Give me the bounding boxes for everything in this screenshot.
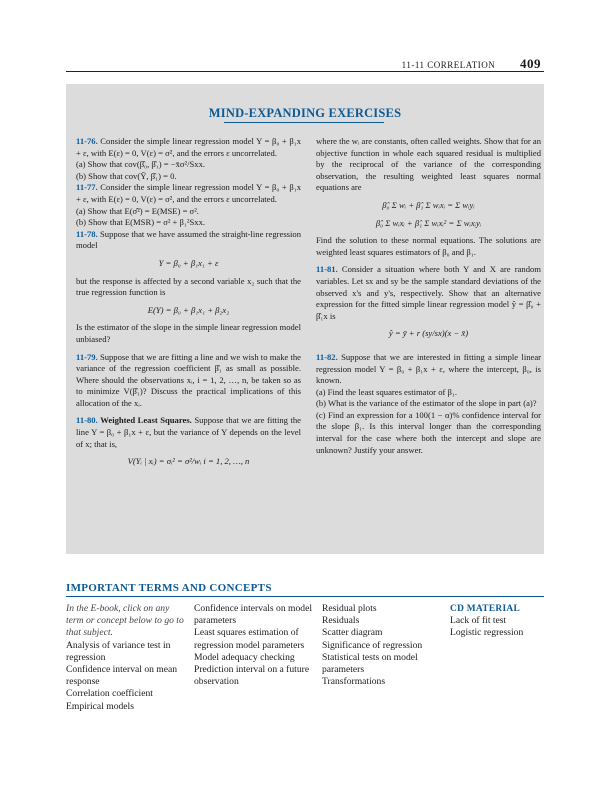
exercise-part: (c) Find an expression for a 100(1 − α)% confidence interval for the slope β₁. Is this interval longer than the corresponding interval for the case where both the intercept and slope are unknown? Justify your answer. [316, 409, 541, 455]
equation: Y = β₀ + β₁x₁ + ε [158, 257, 219, 268]
term-link[interactable]: Residuals [322, 615, 360, 627]
equation: ŷ = ȳ + r (sy/sx)(x − x̄) [388, 328, 469, 339]
cd-material-heading: CD MATERIAL [450, 604, 521, 614]
terms-column-3 [322, 603, 442, 688]
exercise-text: Is the estimator of the slope in the simple linear regression model unbiased? [76, 322, 301, 344]
exercise-number[interactable]: 11-76. [76, 136, 98, 146]
exercise-paragraph: 11-79. Suppose that we are fitting a line and we wish to make the variance of the regression coefficient β̂₁ as small as possible. Where should the observations xᵢ, i = 1, 2, …, n, be taken so as to minimize V(β̂₁)? Discuss the practical implications of this allocation of the xᵢ. [76, 351, 301, 408]
exercise-number[interactable]: 11-79. [76, 351, 98, 362]
exercise-paragraph: 11-78. Suppose that we have assumed the straight-line regression model [76, 228, 301, 251]
header-rule [66, 71, 544, 72]
term-link[interactable]: Transformations [322, 676, 386, 688]
exercise-number[interactable]: 11-80. [76, 415, 98, 426]
box-title: MIND-EXPANDING EXERCISES [208, 106, 402, 120]
term-link[interactable]: Prediction interval on a future observation [194, 664, 310, 688]
term-link[interactable]: Confidence interval on mean response [66, 664, 178, 688]
term-link[interactable]: Least squares estimation of regression model parameters [194, 627, 305, 651]
exercise-paragraph: 11-82. Suppose that we are interested in fitting a simple linear regression model Y = β₀ + β₁x + ε, where the intercept, β₀, is known. [316, 351, 541, 386]
box-title-underline [224, 122, 384, 123]
exercise-number[interactable]: 11-82. [316, 351, 338, 362]
exercise-text: where the wᵢ are constants, often called weights. Show that for an objective function in whole each squared residual is multiplied by the reciprocal of the variance of the corresponding observation, the resulting weighted least squares normal equations are [316, 136, 542, 193]
term-link[interactable]: Scatter diagram [322, 627, 383, 639]
exercise-paragraph: 11-81. Consider a situation where both Y and X are random variables. Let sx and sy be the sample standard deviations of the observed x's and y's, respectively. Show that an alternative expression for the fitted simple linear regression model ŷ = β̂₀ + β̂₁x is [316, 264, 541, 321]
exercise-text: Find the solution to these normal equations. The solutions are weighted least squares estimators of β₀ and β₁. [316, 235, 541, 257]
term-link[interactable]: Model adequacy checking [194, 651, 295, 663]
exercise-part: (a) Show that E(σ̂²) = E(MSE) = σ². [76, 205, 199, 216]
exercise-part: (a) Show that cov(β̂₀, β̂₁) = −x̄σ²/Sxx. [76, 159, 206, 170]
terms-rule [66, 596, 544, 597]
term-link[interactable]: Statistical tests on model parameters [322, 651, 418, 676]
exercise-part: (b) Show that cov(Ȳ, β̂₁) = 0. [76, 170, 177, 181]
exercises-left-column [76, 136, 301, 474]
terms-heading: IMPORTANT TERMS AND CONCEPTS [66, 582, 272, 594]
exercises-right-column [316, 136, 541, 456]
term-link[interactable]: Lack of fit test [450, 615, 507, 627]
term-link[interactable]: Residual plots [322, 603, 377, 614]
term-link[interactable]: Significance of regression [322, 639, 423, 651]
page-number: 409 [520, 56, 541, 71]
exercise-paragraph: 11-76. Consider the simple linear regression model Y = β₀ + β₁x + ε, with E(ε) = 0, V(ε) = σ², and the errors ε uncorrelated. [76, 136, 301, 158]
exercise-lead: Weighted Least Squares. [100, 415, 192, 426]
exercise-number[interactable]: 11-77. [76, 182, 98, 193]
exercise-paragraph: 11-80. Weighted Least Squares. Suppose that we are fitting the line Y = β₀ + β₁x + ε, but the variance of Y depends on the level of x; that is, [76, 415, 301, 449]
running-head [402, 56, 541, 72]
equation: E(Y) = β₀ + β₁x₁ + β₂x₂ [147, 304, 230, 315]
equation: β̂₀ Σ wᵢxᵢ + β̂₁ Σ wᵢxᵢ² = Σ wᵢxᵢyᵢ [375, 217, 482, 228]
term-link[interactable]: Analysis of variance test in regression [66, 639, 171, 663]
ebook-instruction: In the E-book, click on any term or concept below to go to that subject. [66, 603, 184, 639]
terms-column-1 [66, 603, 186, 713]
terms-column-4 [450, 603, 550, 640]
exercises-box [66, 84, 544, 554]
term-link[interactable]: Logistic regression [450, 627, 524, 639]
terms-column-2 [194, 603, 314, 688]
exercise-number[interactable]: 11-78. [76, 228, 98, 239]
exercise-part: (b) Show that E(MSR) = σ² + β₁²Sxx. [76, 217, 206, 228]
equation: β̂₀ Σ wᵢ + β̂₁ Σ wᵢxᵢ = Σ wᵢyᵢ [382, 199, 475, 210]
exercise-paragraph: 11-77. Consider the simple linear regression model Y = β₀ + β₁x + ε, with E(ε) = 0, V(ε) = σ², and the errors ε uncorrelated. [76, 182, 301, 204]
term-link[interactable]: Correlation coefficient [66, 688, 153, 700]
term-link[interactable]: Empirical models [66, 700, 134, 712]
equation: V(Yᵢ | xᵢ) = σᵢ² = σ²/wᵢ i = 1, 2, …, n [127, 456, 250, 467]
exercise-part: (b) What is the variance of the estimator of the slope in part (a)? [316, 398, 537, 409]
exercise-text: but the response is affected by a second variable x₂ such that the true regression function is [76, 275, 301, 298]
exercise-number[interactable]: 11-81. [316, 264, 338, 275]
term-link[interactable]: Confidence intervals on model parameters [194, 603, 313, 627]
section-title: 11-11 CORRELATION [401, 60, 496, 70]
exercise-part: (a) Find the least squares estimator of β₁. [316, 386, 458, 397]
